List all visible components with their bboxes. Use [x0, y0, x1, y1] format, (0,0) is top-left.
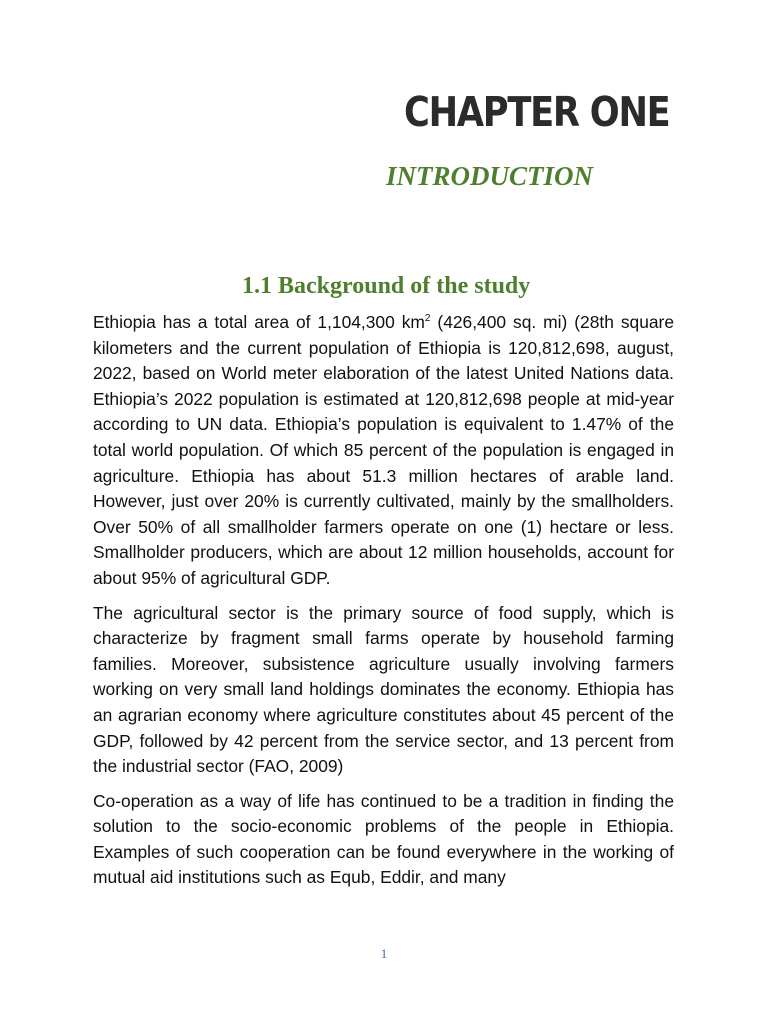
paragraph-1-start: Ethiopia has a total area of 1,104,300 km — [93, 312, 425, 332]
chapter-subtitle: INTRODUCTION — [386, 161, 594, 191]
paragraph-1 — [93, 310, 674, 592]
paragraph-2: The agricultural sector is the primary source of food supply, which is characterize by fragment small farms operate by household farming families. Moreover, subsistence agriculture usually involving farmers working on very small land holdings dominates the economy. Ethiopia has an agrarian economy where agriculture constitutes about 45 percent of the GDP, followed by 42 percent from the service sector, and 13 percent from the industrial sector (FAO, 2009) — [93, 602, 674, 777]
section-heading: 1.1 Background of the study — [242, 273, 531, 299]
superscript-2: 2 — [424, 313, 431, 324]
paragraph-3: Co-operation as a way of life has continued to be a tradition in finding the solution to the socio-economic problems of the people in Ethiopia. Examples of such cooperation can be found everywhere in the working of mutual aid institutions such as Equb, Eddir, and many — [93, 790, 674, 888]
paragraph-1-rest: (426,400 sq. mi) (28th square kilometers and the current population of Ethiopia is 120,812,698, august, 2022, based on World meter elaboration of the latest United Nations data. Ethiopia’s 2022 population is estimated at 120,812,698 people at mid-year according to UN data. Ethiopia’s population is equivalent to 1.47% of the total world population. Of which 85 percent of the population is engaged in agriculture. Ethiopia has about 51.3 million hectares of arable land. However, just over 20% is currently cultivated, mainly by the smallholders. Over 50% of all smallholder farmers operate on one (1) hectare or less. Smallholder producers, which are about 12 million households, account for about 95% of agricultural GDP. — [93, 312, 675, 588]
chapter-title: CHAPTER ONE — [404, 88, 670, 136]
body-text — [93, 310, 674, 900]
page-number: 1 — [380, 946, 388, 961]
